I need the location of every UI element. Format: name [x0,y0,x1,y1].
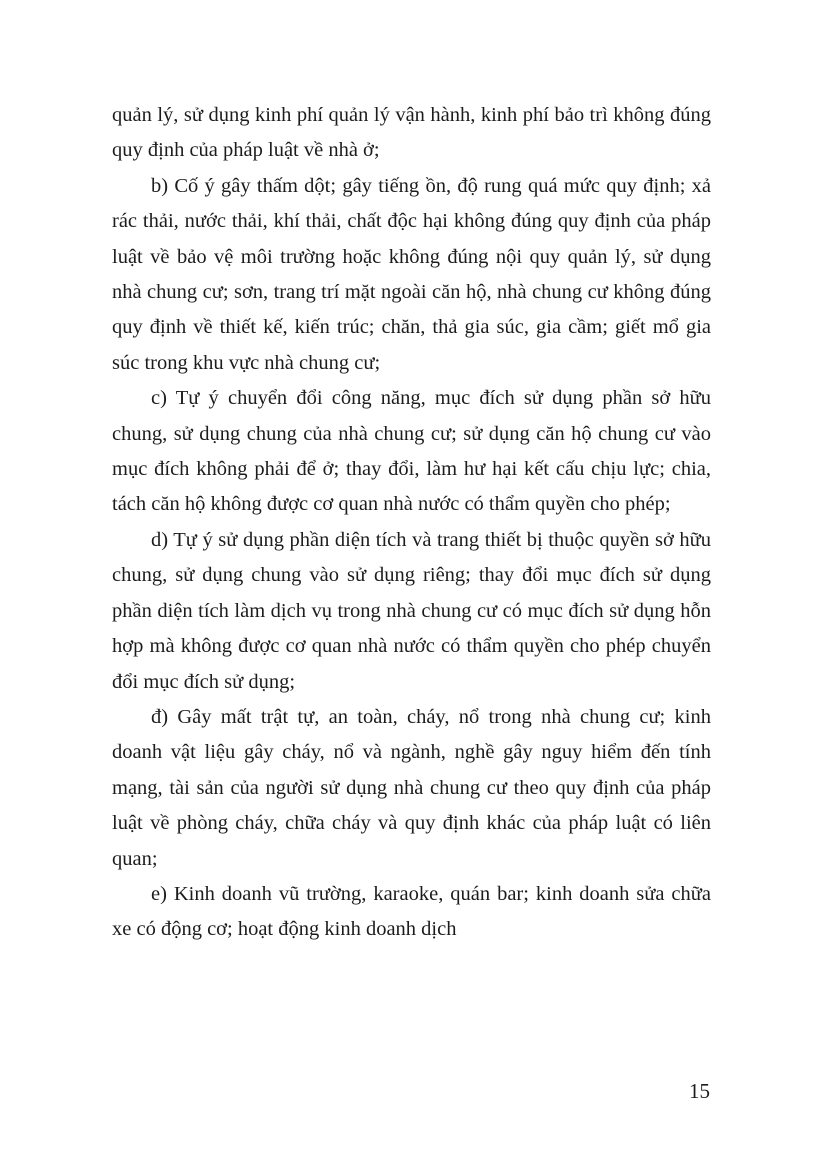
paragraph-item-c: c) Tự ý chuyển đổi công năng, mục đích sử dụng phần sở hữu chung, sử dụng chung của nhà chung cư; sử dụng căn hộ chung cư vào mục đích không phải để ở; thay đổi, làm hư hại kết cấu chịu lực; chia, tách căn hộ không được cơ quan nhà nước có thẩm quyền cho phép; [112,387,711,516]
paragraph-item-e: e) Kinh doanh vũ trường, karaoke, quán bar; kinh doanh sửa chữa xe có động cơ; hoạt động kinh doanh dịch [112,882,711,941]
paragraph-item-b: b) Cố ý gây thấm dột; gây tiếng ồn, độ rung quá mức quy định; xả rác thải, nước thải, khí thải, chất độc hại không đúng quy định của pháp luật về bảo vệ môi trường hoặc không đúng nội quy quản lý, sử dụng nhà chung cư; sơn, trang trí mặt ngoài căn hộ, nhà chung cư không đúng quy định về thiết kế, kiến trúc; chăn, thả gia súc, gia cầm; giết mổ gia súc trong khu vực nhà chung cư; [112,174,711,374]
text-block [112,98,711,948]
page-number: 15 [689,1079,710,1103]
paragraph-item-d: d) Tự ý sử dụng phần diện tích và trang thiết bị thuộc quyền sở hữu chung, sử dụng chung vào sử dụng riêng; thay đổi mục đích sử dụng phần diện tích làm dịch vụ trong nhà chung cư có mục đích sử dụng hỗn hợp mà không được cơ quan nhà nước có thẩm quyền cho phép chuyển đổi mục đích sử dụng; [112,528,711,693]
paragraph-continuation: quản lý, sử dụng kinh phí quản lý vận hành, kinh phí bảo trì không đúng quy định của pháp luật về nhà ở; [112,104,711,162]
paragraph-item-dd: đ) Gây mất trật tự, an toàn, cháy, nổ trong nhà chung cư; kinh doanh vật liệu gây cháy, nổ và ngành, nghề gây nguy hiểm đến tính mạng, tài sản của người sử dụng nhà chung cư theo quy định của pháp luật về phòng cháy, chữa cháy và quy định khác của pháp luật có liên quan; [112,705,711,870]
